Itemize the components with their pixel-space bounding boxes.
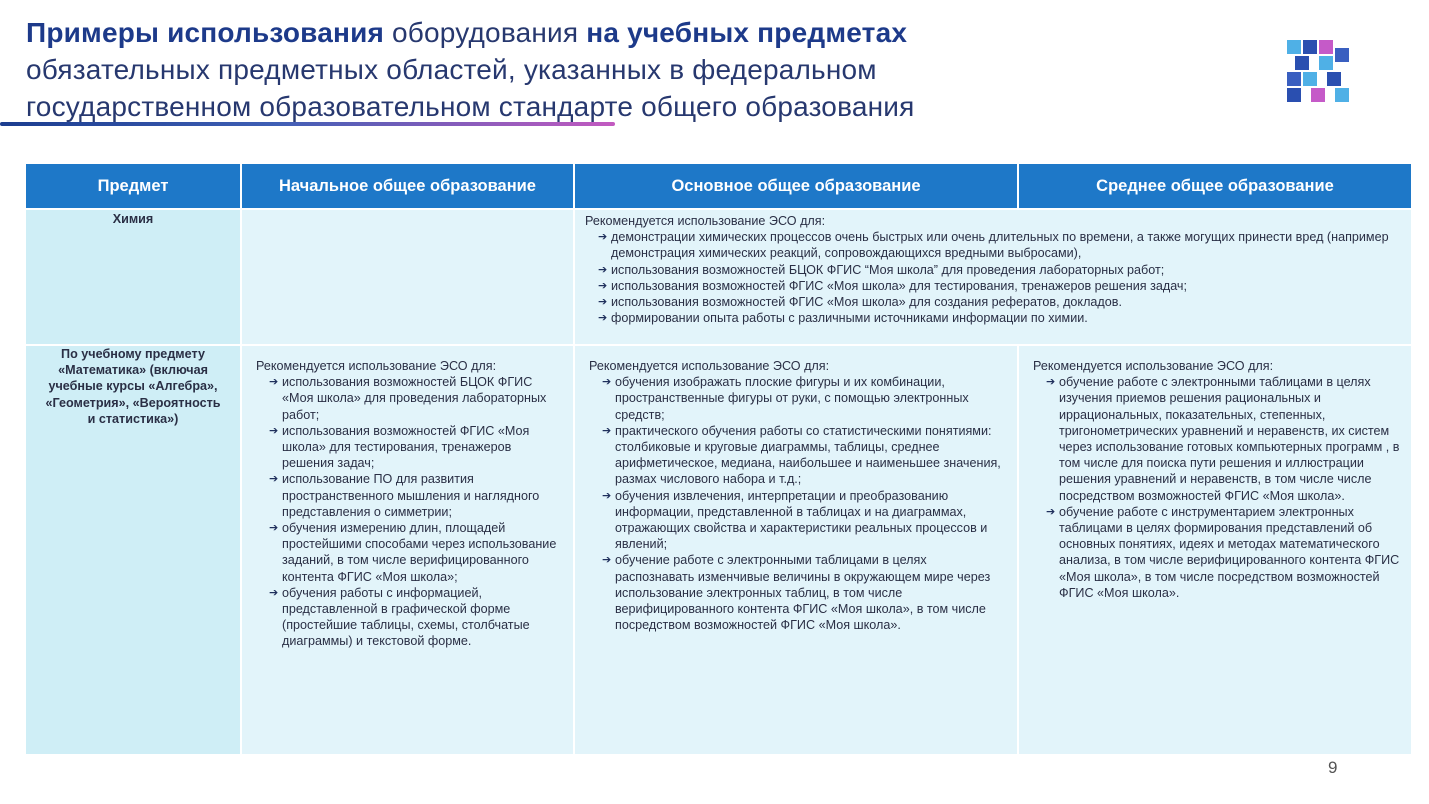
math-basic-list bbox=[587, 374, 1009, 633]
title-part2: оборудования bbox=[384, 17, 587, 48]
chemistry-lead: Рекомендуется использование ЭСО для: bbox=[585, 214, 826, 228]
header-secondary: Среднее общее образование bbox=[1018, 163, 1412, 209]
list-item: ➔ использования возможностей ФГИС «Моя школа» для тестирования, тренажеров решения задач; bbox=[598, 278, 1403, 294]
title-bold-part3: на учебных предметах bbox=[586, 17, 908, 48]
chemistry-list bbox=[583, 229, 1403, 326]
math-subject: По учебному предмету «Математика» (включая учебные курсы «Алгебра», «Геометрия», «Вероятность и статистика») bbox=[25, 345, 241, 755]
list-item: ➔ обучения измерению длин, площадей простейшими способами через использование заданий, в том числе верифицированного контента ФГИС «Моя школа»; bbox=[269, 520, 565, 585]
list-item: ➔ использования возможностей БЦОК ФГИС «Моя школа» для проведения лабораторных работ; bbox=[269, 374, 565, 423]
list-item: ➔ демонстрации химических процессов очень быстрых или очень длительных по времени, а также могущих принести вред (например демонстрация химических реакций, сопровождающихся вредными выбросами), bbox=[598, 229, 1403, 261]
math-basic-lead: Рекомендуется использование ЭСО для: bbox=[589, 359, 830, 373]
title-bold-part1: Примеры использования bbox=[26, 17, 385, 48]
math-row bbox=[25, 345, 1412, 755]
math-secondary-lead: Рекомендуется использование ЭСО для: bbox=[1033, 359, 1274, 373]
list-item: ➔ практического обучения работы со статистическими понятиями: столбиковые и круговые диаграммы, таблицы, среднее арифметическое, медиана, наибольшее и наименьшее значения, размах числового набора и т.д.; bbox=[602, 423, 1009, 488]
math-secondary-cell bbox=[1018, 345, 1412, 755]
list-item: ➔ обучение работе с электронными таблицами в целях распознавать изменчивые величины в окружающем мире через использование электронных таблиц, в том числе верифицированного контента ФГИС «Моя школа», в том числе посредством возможностей ФГИС «Моя школа». bbox=[602, 552, 1009, 633]
chemistry-subject: Химия bbox=[25, 209, 241, 345]
header-subject: Предмет bbox=[25, 163, 241, 209]
list-item: ➔ использования возможностей БЦОК ФГИС “Моя школа” для проведения лабораторных работ; bbox=[598, 262, 1403, 278]
pixel-mosaic-logo-icon bbox=[1287, 40, 1351, 104]
math-primary-cell bbox=[241, 345, 574, 755]
chemistry-primary-cell bbox=[241, 209, 574, 345]
header-primary: Начальное общее образование bbox=[241, 163, 574, 209]
list-item: ➔ обучение работе с электронными таблицами в целях изучения приемов решения рациональных и иррациональных, показательных, степенных, тригонометрических уравнений и неравенств, их систем через использование готовых компьютерных программ , в том числе для поиска пути решения и иллюстрации решения уравнений и неравенств, в том числе числе посредством возможностей ФГИС «Моя школа». bbox=[1046, 374, 1403, 504]
title-underline bbox=[0, 122, 615, 126]
title-line3: государственном образовательном стандарте общего образования bbox=[26, 91, 915, 122]
math-primary-lead: Рекомендуется использование ЭСО для: bbox=[256, 359, 497, 373]
list-item: ➔ использования возможностей ФГИС «Моя школа» для создания рефератов, докладов. bbox=[598, 294, 1403, 310]
list-item: ➔ обучения работы с информацией, представленной в графической форме (простейшие таблицы, схемы, столбчатые диаграммы) и текстовой форме. bbox=[269, 585, 565, 650]
header-basic: Основное общее образование bbox=[574, 163, 1018, 209]
header-row bbox=[25, 163, 1412, 209]
title-line2: обязательных предметных областей, указанных в федеральном bbox=[26, 54, 877, 85]
list-item: ➔ использования возможностей ФГИС «Моя школа» для тестирования, тренажеров решения задач; bbox=[269, 423, 565, 472]
slide-title bbox=[26, 14, 1246, 125]
chemistry-row bbox=[25, 209, 1412, 345]
usage-table bbox=[24, 162, 1413, 756]
math-basic-cell bbox=[574, 345, 1018, 755]
list-item: ➔ обучения изображать плоские фигуры и их комбинации, пространственные фигуры от руки, с помощью электронных средств; bbox=[602, 374, 1009, 423]
list-item: ➔ формировании опыта работы с различными источниками информации по химии. bbox=[598, 310, 1403, 326]
math-secondary-list bbox=[1031, 374, 1403, 601]
list-item: ➔ использование ПО для развития пространственного мышления и наглядного представления о симметрии; bbox=[269, 471, 565, 520]
math-primary-list bbox=[254, 374, 565, 649]
list-item: ➔ обучение работе с инструментарием электронных таблицами в целях формирования представлений об основных понятиях, идеях и методах математического анализа, в том числе верифицированного контента ФГИС «Моя школа», в том числе посредством возможностей ФГИС «Моя школа». bbox=[1046, 504, 1403, 601]
page-number: 9 bbox=[1328, 758, 1338, 777]
list-item: ➔ обучения извлечения, интерпретации и преобразованию информации, представленной в таблицах и на диаграммах, отражающих свойства и характеристики реальных процессов и явлений; bbox=[602, 488, 1009, 553]
chemistry-recommendations bbox=[574, 209, 1412, 345]
